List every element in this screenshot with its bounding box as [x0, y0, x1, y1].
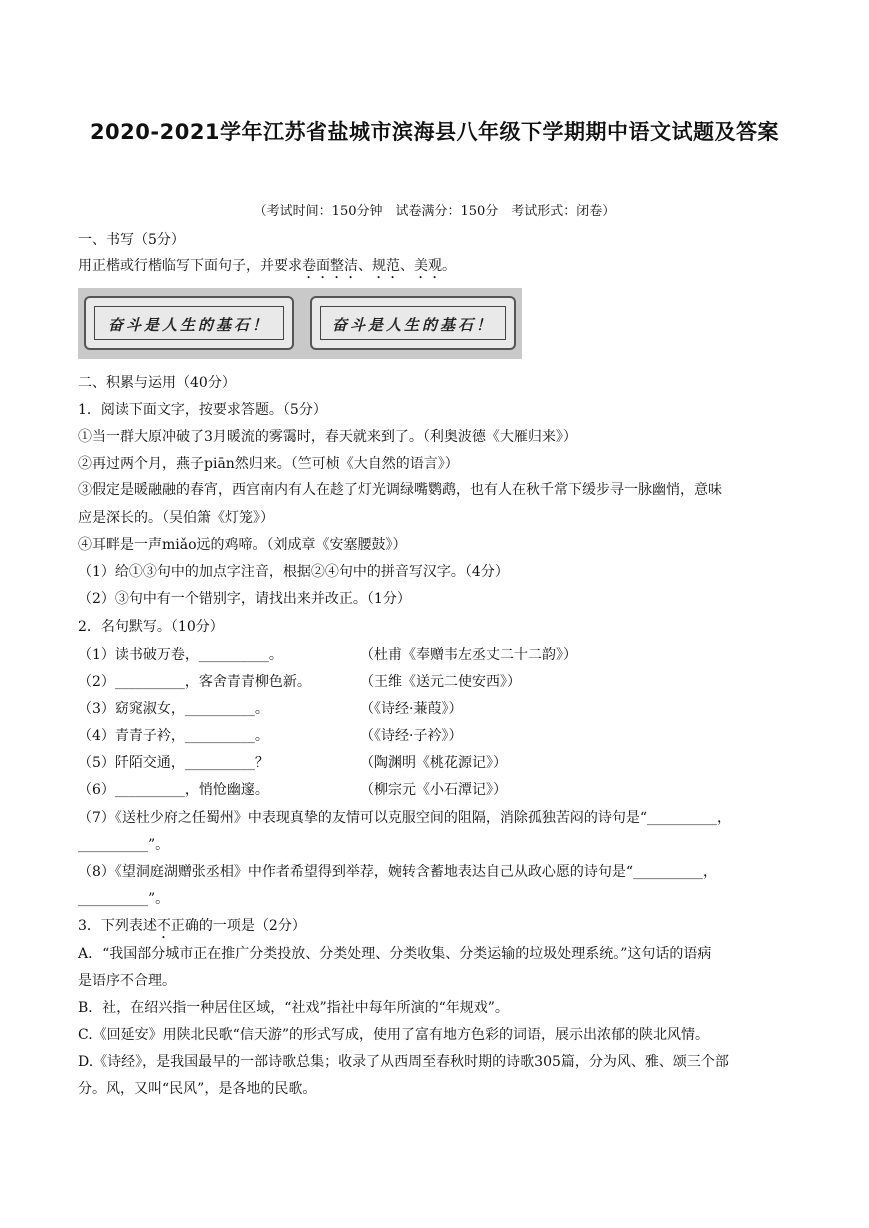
q2-item-6-source: （柳宗元《小石潭记》） — [360, 782, 507, 798]
q1-stem: 1．阅读下面文字，按要求答题。（5分） — [78, 402, 327, 418]
q2-item-1: （1）读书破万卷，__________。 — [78, 647, 283, 663]
q2-item-8a: （8）《望洞庭湖赠张丞相》中作者希望得到举荐，婉转含蓄地表达自己从政心愿的诗句是“__________， — [78, 864, 718, 880]
q3-option-d-line1: D.《诗经》，是我国最早的一部诗歌总集；收录了从西周至春秋时期的诗歌305篇，分为风、雅、颂三个部 — [78, 1054, 729, 1070]
section2-heading: 二、积累与运用（40分） — [78, 375, 236, 391]
q2-item-8b: __________”。 — [78, 891, 170, 907]
q2-item-5: （5）阡陌交通，__________？ — [78, 755, 269, 771]
q1-part-2: （2）③句中有一个错别字，请找出来并改正。（1分） — [78, 591, 411, 607]
q1-sentence-4: ④耳畔是一声miǎo远的鸡啼。（刘成章《安塞腰鼓》） — [78, 537, 407, 553]
exam-info: （考试时间：150分钟 试卷满分：150分 考试形式：闭卷） — [253, 204, 616, 219]
section1-instruction: 用正楷或行楷临写下面句子，并要求卷面整洁、规范、美观。 — [78, 258, 456, 274]
q2-item-4: （4）青青子衿，__________。 — [78, 728, 269, 744]
q3-stem: 3．下列表述不正确的一项是（2分） — [78, 918, 306, 934]
q1-sentence-1: ①当一群大原冲破了3月暖流的雾霭时，春天就来到了。（利奥波德《大雁归来》） — [78, 429, 577, 445]
q2-item-5-source: （陶渊明《桃花源记》） — [360, 755, 507, 771]
section1-heading: 一、书写（5分） — [78, 232, 185, 248]
q1-sentence-3a: ③假定是暖融融的春宵，西宫南内有人在趁了灯光调绿嘴鹦鹉，也有人在秋千常下缓步寻一脉幽悄，意味 — [78, 482, 722, 498]
q2-item-3-source: （《诗经·蒹葭》） — [360, 701, 463, 717]
q2-item-1-source: （杜甫《奉赠韦左丞丈二十二韵》） — [360, 647, 577, 663]
q1-sentence-2: ②再过两个月，燕子piān然归来。（竺可桢《大自然的语言》） — [78, 456, 459, 472]
q2-item-7a: （7）《送杜少府之任蜀州》中表现真挚的友情可以克服空间的阻隔，消除孤独苦闷的诗句是“__________， — [78, 810, 732, 826]
q3-option-b: B．社，在绍兴指一种居住区域，“社戏”指社中每年所演的“年规戏”。 — [78, 1000, 509, 1016]
q2-item-2: （2）__________，客舍青青柳色新。 — [78, 674, 311, 690]
calligraphy-sample-image — [78, 288, 522, 359]
page-title: 2020-2021学年江苏省盐城市滨海县八年级下学期期中语文试题及答案 — [89, 120, 780, 144]
q2-item-7b: __________”。 — [78, 837, 170, 853]
q3-option-c: C.《回延安》用陕北民歌“信天游”的形式写成，使用了富有地方色彩的词语，展示出浓郁的陕北风情。 — [78, 1027, 709, 1043]
calligraphy-scroll-running: 奋斗是人生的基石！ — [310, 296, 516, 350]
q2-item-6: （6）__________，悄怆幽邃。 — [78, 782, 269, 798]
q3-option-a-line1: A．“我国部分城市正在推广分类投放、分类处理、分类收集、分类运输的垃圾处理系统。”这句话的语病 — [78, 946, 712, 962]
q2-stem: 2．名句默写。（10分） — [78, 619, 224, 635]
q2-item-4-source: （《诗经·子衿》） — [360, 728, 463, 744]
q2-item-2-source: （王维《送元二使安西》） — [360, 674, 521, 690]
q1-part-1: （1）给①③句中的加点字注音，根据②④句中的拼音写汉字。（4分） — [78, 564, 509, 580]
q1-sentence-3b: 应是深长的。（吴伯箫《灯笼》） — [78, 510, 274, 526]
q3-option-d-line2: 分。风，又叫“民风”，是各地的民歌。 — [78, 1081, 317, 1097]
q2-item-3: （3）窈窕淑女，__________。 — [78, 701, 269, 717]
q3-option-a-line2: 是语序不合理。 — [78, 973, 176, 989]
calligraphy-scroll-regular: 奋斗是人生的基石！ — [84, 296, 294, 350]
